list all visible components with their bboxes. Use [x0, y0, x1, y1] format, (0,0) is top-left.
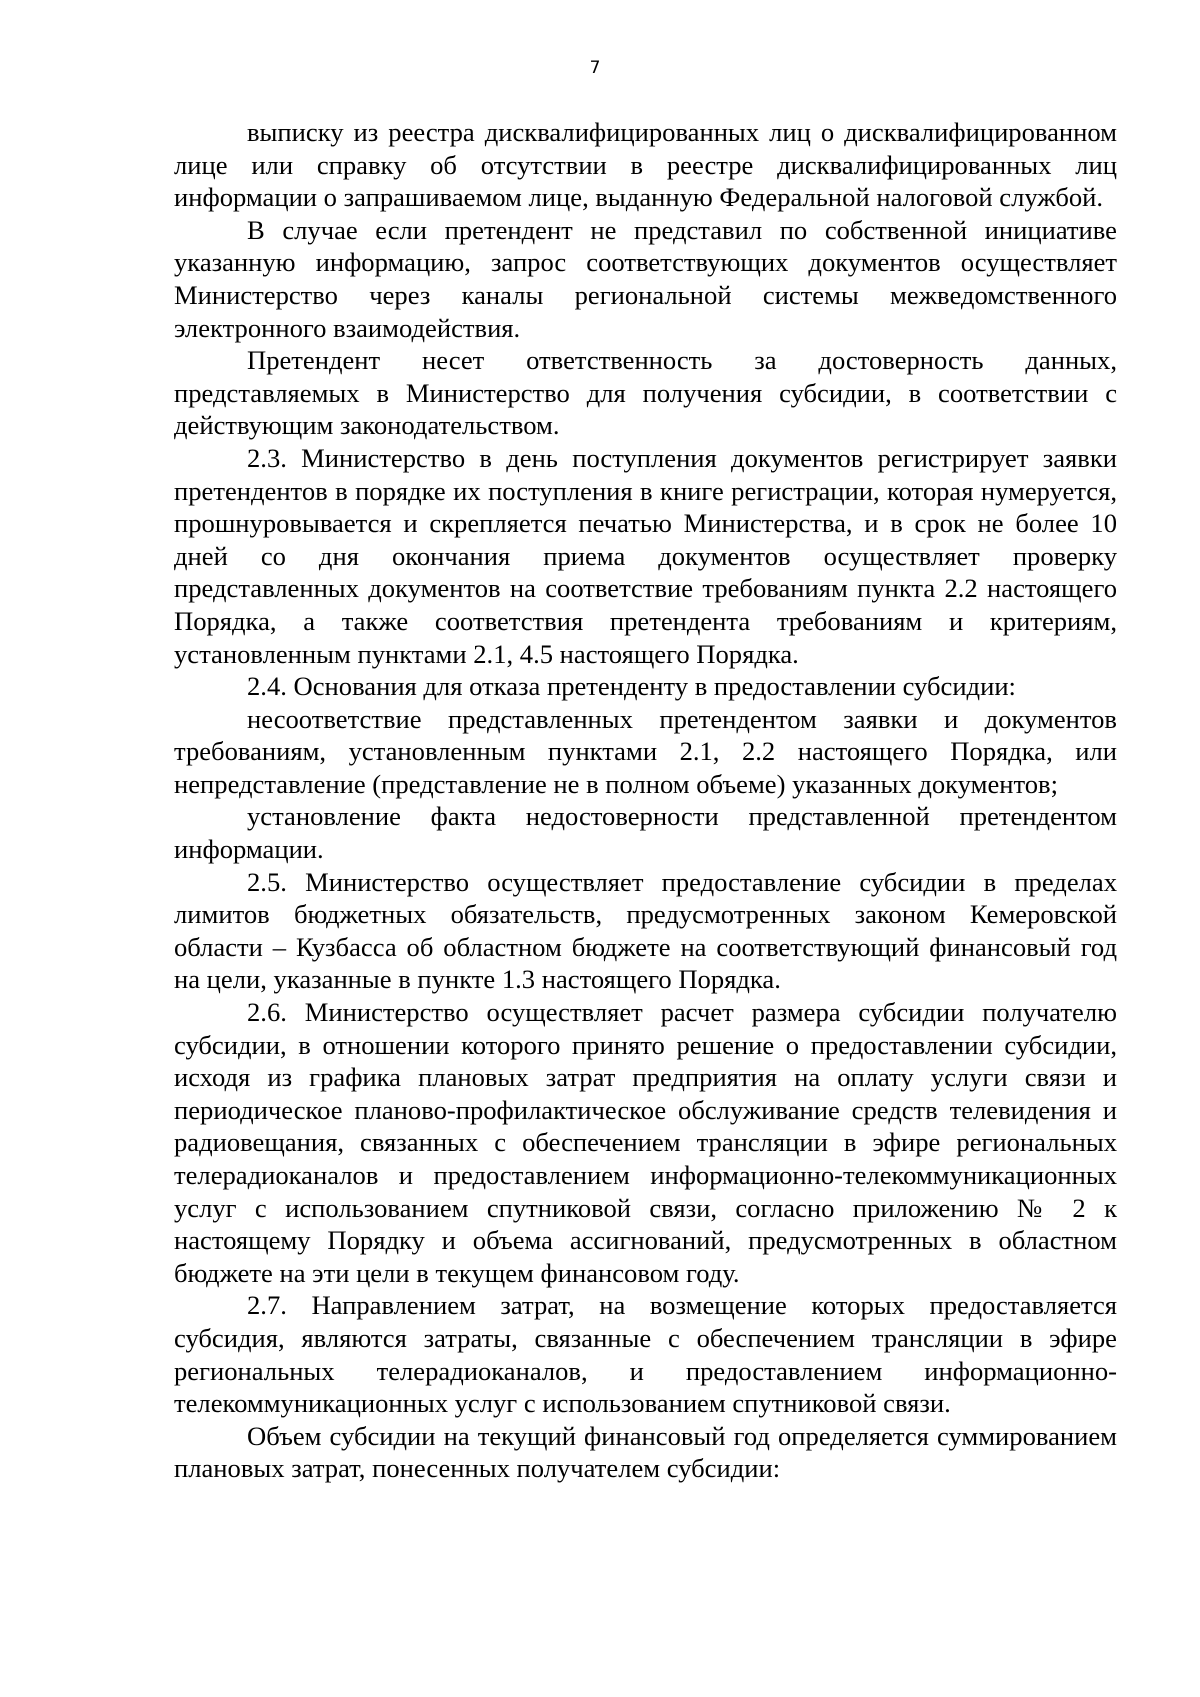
paragraph-2-6: 2.6. Министерство осуществляет расчет размера субсидии получателю субсидии, в отношении которого принято решение о предоставлении субсидии, исходя из графика плановых затрат предприятия на оплату услуги связи и периодическое планово-профилактическое обслуживание средств телевидения и радиовещания, связанных с обеспечением трансляции в эфире региональных телерадиоканалов и предоставлением информационно-телекоммуникационных услуг с использованием спутниковой связи, согласно приложению № 2 к настоящему Порядку и объема ассигнований, предусмотренных в областном бюджете на эти цели в текущем финансовом году.	[174, 997, 1117, 1288]
paragraph-2-4: 2.4. Основания для отказа претенденту в предоставлении субсидии:	[247, 671, 1016, 702]
document-body	[174, 116, 1117, 1485]
paragraph-2-7: 2.7. Направлением затрат, на возмещение которых предоставляется субсидия, являются затраты, связанные с обеспечением трансляции в эфире региональных телерадиоканалов, и предоставлением информационно-телекоммуникационных услуг с использованием спутниковой связи.	[174, 1290, 1117, 1419]
paragraph: В случае если претендент не представил по собственной инициативе указанную информацию, запрос соответствующих документов осуществляет Министерство через каналы региональной системы межведомственного электронного взаимодействия.	[174, 214, 1117, 343]
paragraph: установление факта недостоверности представленной претендентом информации.	[174, 801, 1117, 865]
paragraph: выписку из реестра дисквалифицированных лиц о дисквалифицированном лице или справку об отсутствии в реестре дисквалифицированных лиц информации о запрашиваемом лице, выданную Федеральной налоговой службой.	[174, 117, 1117, 213]
paragraph-2-5: 2.5. Министерство осуществляет предоставление субсидии в пределах лимитов бюджетных обязательств, предусмотренных законом Кемеровской области – Кузбасса об областном бюджете на соответствующий финансовый год на цели, указанные в пункте 1.3 настоящего Порядка.	[174, 866, 1117, 995]
paragraph: Объем субсидии на текущий финансовый год определяется суммированием плановых затрат, понесенных получателем субсидии:	[174, 1420, 1117, 1484]
paragraph: несоответствие представленных претендентом заявки и документов требованиям, установленным пунктами 2.1, 2.2 настоящего Порядка, или непредставление (представление не в полном объеме) указанных документов;	[174, 703, 1117, 799]
paragraph-2-3: 2.3. Министерство в день поступления документов регистрирует заявки претендентов в порядке их поступления в книге регистрации, которая нумеруется, прошнуровывается и скрепляется печатью Министерства, и в срок не более 10 дней со дня окончания приема документов осуществляет проверку представленных документов на соответствие требованиям пункта 2.2 настоящего Порядка, а также соответствия претендента требованиям и критериям, установленным пунктами 2.1, 4.5 настоящего Порядка.	[174, 442, 1117, 669]
paragraph: Претендент несет ответственность за достоверность данных, представляемых в Министерство для получения субсидии, в соответствии с действующим законодательством.	[174, 345, 1117, 441]
page-number: 7	[589, 58, 601, 78]
